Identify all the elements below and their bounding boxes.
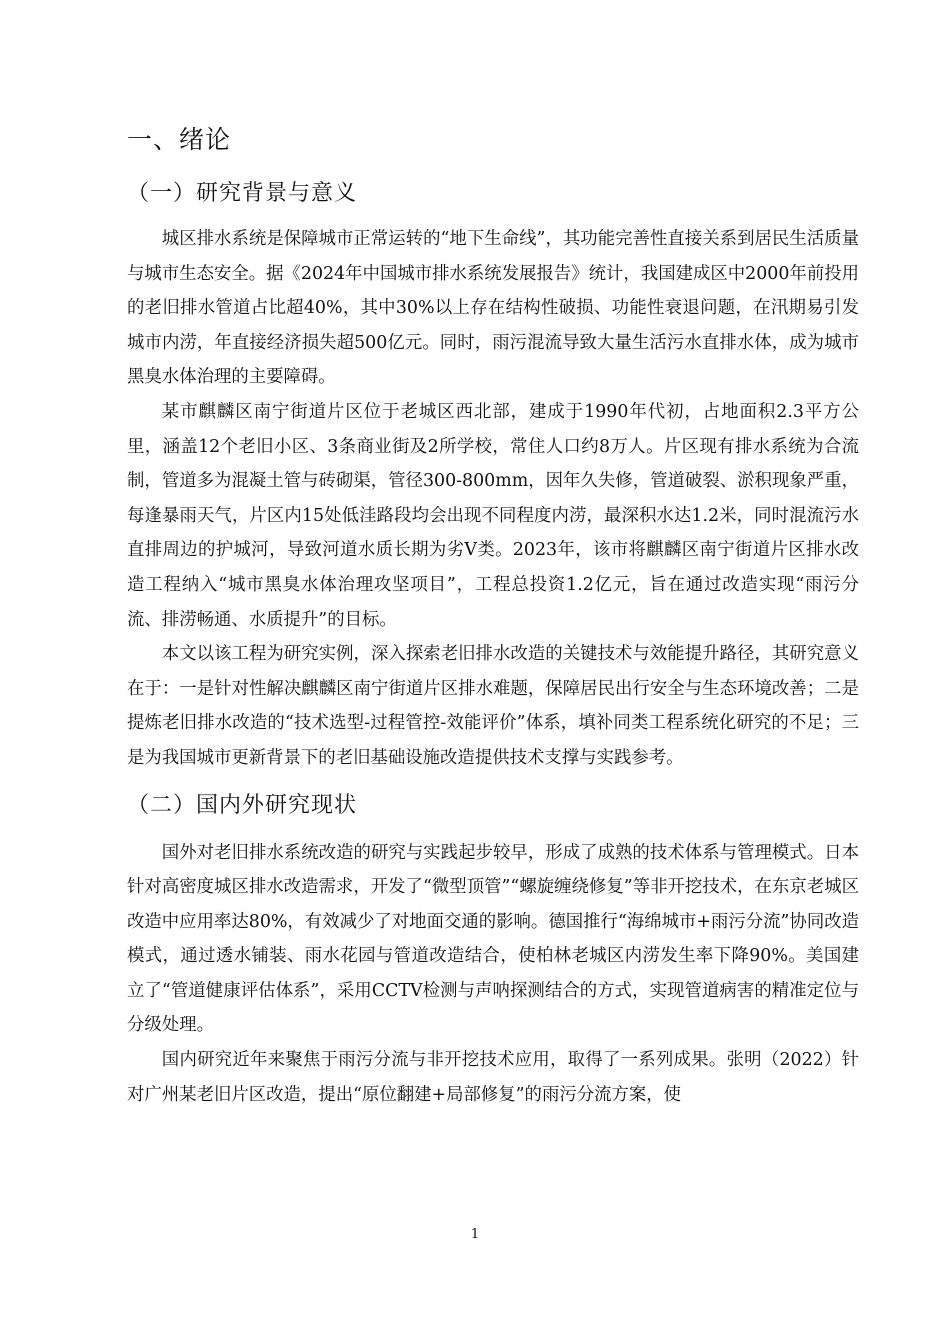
page-number: 1 bbox=[470, 1227, 480, 1242]
section-heading-background: （一）研究背景与意义 bbox=[127, 181, 358, 206]
paragraph-background-3: 本文以该工程为研究实例，深入探索老旧排水改造的关键技术与效能提升路径，其研究意义在于：一是针对性解决麒麟区南宁街道片区排水难题，保障居民出行安全与生态环境改善；二是提炼老旧排水改造的“技术选型-过程管控-效能评价”体系，填补同类工程系统化研究的不足；三是为我国城市更新背景下的老旧基础设施改造提供技术支撑与实践参考。 bbox=[127, 644, 859, 768]
paragraph-background-2: 某市麒麟区南宁街道片区位于老城区西北部，建成于1990年代初，占地面积2.3平方公里，涵盖12个老旧小区、3条商业街及2所学校，常住人口约8万人。片区现有排水系统为合流制，管道多为混凝土管与砖砌渠，管径300-800mm，因年久失修，管道破裂、淤积现象严重，每逢暴雨天气，片区内15处低洼路段均会出现不同程度内涝，最深积水达1.2米，同时混流污水直排周边的护城河，导致河道水质长期为劣V类。2023年，该市将麒麟区南宁街道片区排水改造工程纳入“城市黑臭水体治理攻坚项目”，工程总投资1.2亿元，旨在通过改造实现“雨污分流、排涝畅通、水质提升”的目标。 bbox=[127, 401, 859, 630]
paragraph-background-1: 城区排水系统是保障城市正常运转的“地下生命线”，其功能完善性直接关系到居民生活质量与城市生态安全。据《2024年中国城市排水系统发展报告》统计，我国建成区中2000年前投用的老旧排水管道占比超40%，其中30%以上存在结构性破损、功能性衰退问题，在汛期易引发城市内涝，年直接经济损失超500亿元。同时，雨污混流导致大量生活污水直排水体，成为城市黑臭水体治理的主要障碍。 bbox=[127, 229, 859, 388]
paragraph-research-status-1: 国外对老旧排水系统改造的研究与实践起步较早，形成了成熟的技术体系与管理模式。日本针对高密度城区排水改造需求，开发了“微型顶管”“螺旋缠绕修复”等非开挖技术，在东京老城区改造中应用率达80%，有效减少了对地面交通的影响。德国推行“海绵城市+雨污分流”协同改造模式，通过透水铺装、雨水花园与管道改造结合，使柏林老城区内涝发生率下降90%。美国建立了“管道健康评估体系”，采用CCTV检测与声呐探测结合的方式，实现管道病害的精准定位与分级处理。 bbox=[127, 842, 859, 1036]
section-heading-research-status: （二）国内外研究现状 bbox=[127, 792, 358, 818]
page-content bbox=[127, 118, 859, 1112]
paragraph-research-status-2: 国内研究近年来聚焦于雨污分流与非开挖技术应用，取得了一系列成果。张明（2022）针对广州某老旧片区改造，提出“原位翻建+局部修复”的雨污分流方案，使 bbox=[127, 1050, 859, 1105]
chapter-heading: 一、绪论 bbox=[127, 125, 232, 154]
